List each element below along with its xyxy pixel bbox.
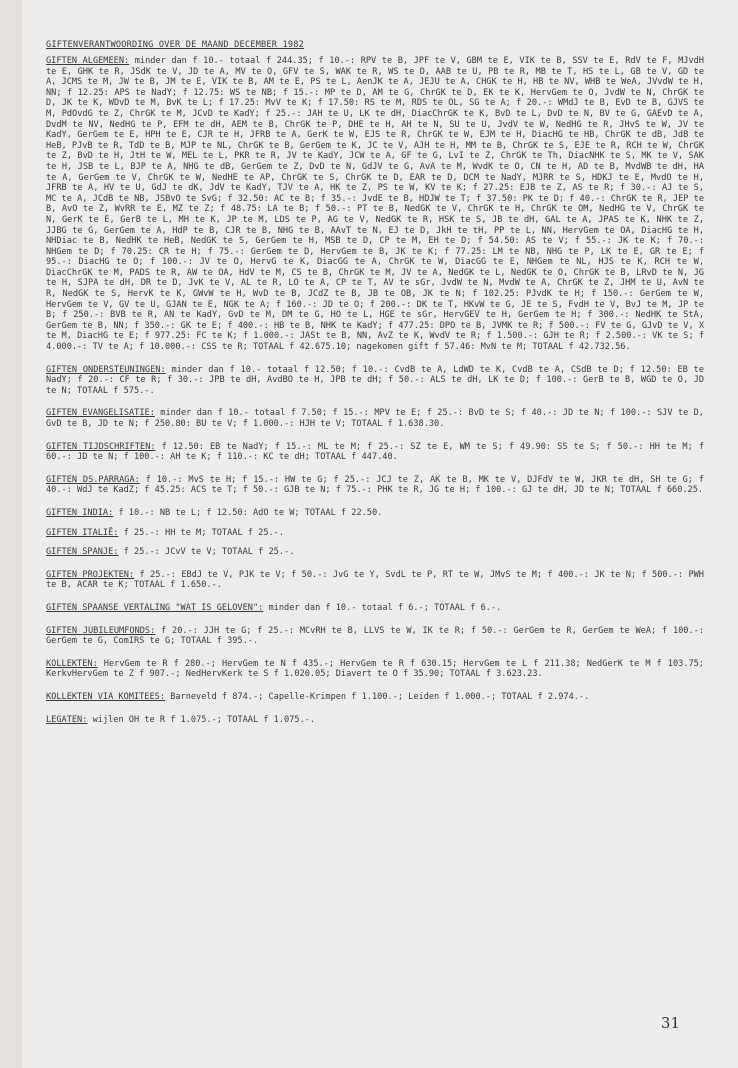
section-heading: GIFTEN ITALIË: (46, 527, 119, 538)
donation-section (46, 570, 704, 591)
section-heading: KOLLEKTEN: (46, 658, 98, 669)
section-heading: GIFTEN DS.PARRAGA: (46, 474, 140, 485)
donation-section (46, 508, 704, 519)
section-body: minder dan f 10.- totaal f 6.-; TOTAAL f 6.-. (268, 602, 502, 613)
donation-section (46, 626, 704, 647)
donation-section (46, 475, 704, 496)
donation-section (46, 408, 704, 429)
section-heading: GIFTEN PROJEKTEN: (46, 569, 135, 580)
section-heading: LEGATEN: (46, 714, 88, 725)
section-body: f 20.-: JJH te G; f 25.-: MCvRH te B, LLVS te W, IK te R; f 50.-: GerGem te R, GerGem te WeA; f 100.-: GerGem te G, ComIRS te G; TOTAAL f 395.-. (46, 625, 704, 647)
section-heading: GIFTEN SPANJE: (46, 547, 119, 558)
donation-section (46, 56, 704, 353)
section-body: minder dan f 10.- totaal f 7.50; f 15.-: MPV te E; f 25.-: BvD te S; f 40.-: JD te N; f 100.-: SJV te D, GvD te B, JD te N; f 250.80: BU te V; f 1.000.-: HJH te V; TOTAAL f 1.638.30. (46, 408, 704, 429)
section-heading: GIFTEN SPAANSE VERTALING "WAT IS GELOVEN": (46, 602, 264, 613)
donation-section (46, 692, 704, 703)
section-body: minder dan f 10.- totaal f 12.50; f 10.-: CvdB te A, LdWD te K, CvdB te A, CSdB te D; f 12.50: EB te NadY; f 20.-: CF te R; f 30.-: JPB te dH, AvdBO te H, JPB te dH; f 50.-: ALS te dH, LK te D; f 100.-: GerB te B, WGD te O, JD te N; TOTAAL f 575.-. (46, 364, 704, 396)
section-heading: GIFTEN JUBILEUMFONDS: (46, 625, 156, 636)
page-number: 31 (660, 1014, 680, 1032)
section-body: HervGem te R f 280.-; HervGem te N f 435.-; HervGem te R f 630.15; HervGem te L f 211.38; NedGerK te M f 103.75; KerkvHervGem te Z f 907.-; NedHervKerk te S f 1.020.05; Diavert te O f 35.90; TOTAAL f 3.623.23. (46, 658, 704, 680)
donation-section (46, 547, 704, 558)
section-body: minder dan f 10.- totaal f 244.35; f 10.-: RPV te B, JPF te V, GBM te E, VIK te B, SSV te E, RdV te F, MJvdH te E, GHK te R, JSdK te V, JD te A, MV te O, GFV te S, WAK te R, WS te D, AAB te U, PB te R, MB te T, HS te L, GB te V, GD te A, JCMS te M, JW te B, JM te E, VIK te B, AM te E, PS te L, AenJK te A, JEJU te A, CHGK te H, HB te NV, WHB te WeA, JVvdW te H, NN; f 12.25: APS te NadY; f 12.75: WS te NB; f 15.-: MP te D, AM te G, ChrGK te D, EK te K, HervGem te O, JvdW te N, ChrGK te D, JK te K, WDvD te M, BvK te L; f 17.25: MvV te K; f 17.50: RS te M, RDS te OL, SG te A; f 20.-: WMdJ te B, EvD te B, GJVS te M, PdOvdG te Z, ChrGK te M, JCvD te KadY; f 25.-: JAH te U, LK te dH, DiacChrGK te K, BvD te L, DvD te N, BV te G, GAEvD te A, DvdM te NV, NedHG te P, EFM te dH, AEM te B, ChrGK te P, DHE te H, AH te N, SU te U, JvdV te W, NedHG te R, JHvS te W, JV te KadY, GerGem te E, HPH te E, CJR te H, JFRB te A, GerK te W, EJS te R, ChrGK te W, EJM te H, DiacHG te HB, ChrGK te dB, JdB te HeB, PJvB te R, TdD te B, MJP te NL, ChrGK te B, GerGem te K, JC te V, AJH te H, MM te B, ChrGK te S, EJE te R, RCH te W, ChrGK te Z, BvD te H, JtH te W, MEL te L, PKR te R, JV te KadY, JCW te A, GF te G, LvI te Z, ChrGK te Th, DiacNHK te S, MK te V, SAK te H, JSB te L, BJP te A, NHG te dB, GerGem te Z, DvD te N, GdJV te G, AvA te M, WvdK te O, CN te H, AD te B, MvdWB te dH, HA te A, GerGem te V, ChrGK te W, NedHE te AP, ChrGK te S, ChrGK te D, EAR te D, DCM te NadY, MJRR te S, HDKJ te E, MvdO te H, JFRB te A, HV te U, GdJ te dK, JdV te KadY, TJV te A, HK te Z, PS te W, KV te K; f 27.25: EJB te Z, AS te R; f 30.-: AJ te S, MC te A, JCdB te NB, JSBvO te SvG; f 32.50: AC te B; f 35.-: JvdE te B, HDJW te T; f 37.50: PK te D; f 40.-: ChrGK te R, JEP te B, AvO te Z, WvRR te E, MZ te Z; f 48.75: LA te B; f 50.-: PT te B, NedGK te V, ChrGK te H, ChrGK te OM, NedHG te V, ChrGK te N, GerK te E, GerB te L, MH te K, JP te M, LDS te P, AG te V, NedGK te R, HSK te S, JB te dH, GAL te A, JPAS te K, NHK te Z, JJBG te G, GerGem te A, HdP te B, CJR te B, NHG te B, AAvT te N, EJ te D, JkH te tH, PP te L, NN, HervGem te OA, DiacHG te H, NHDiac te B, NedHK te HeB, NedGK te S, GerGem te H, MSB te D, CP te M, EH te D; f 54.50: AS te V; f 55.-: JK te K; f 70.-: NHGem te D; f 70.25: CR te H; f 75.-: GerGem te D, HervGem te B, JK te K; f 77.25: LM te NB, NHG te P, LK te E, GR te E; f 95.-: DiacHG te O; f 100.-: JV te O, HervG te K, DiacGG te A, ChrGK te W, DiacGG te E, NHGem te NL, HJS te K, RCH te W, DiacChrGK te M, PADS te R, AW te OA, HdV te M, CS te B, ChrGK te M, JV te A, NedGK te L, NedGK te O, ChrGK te B, LRvD te N, JG te H, SJPA te dH, DR te D, JvK te V, AL te R, LO te A, CP te T, AV te sGr, JvdW te N, MvdW te A, ChrGK te Z, JHM te U, AvN te R, NedGK te S, HervK te K, GWvW te H, WvD te B, JCdZ te B, JB te OB, JK te N; f 102.25: PJvdK te H; f 150.-: GerGem te W, HervGem te V, GV te U, GJAN te E, NGK te A; f 160.-: JD te O; f 200.-: DK te T, HKvW te G, JE te S, FvdH te V, BvJ te M, JP te B; f 250.-: BVB te R, AN te KadY, GvD te M, DM te G, HO te L, HGE te sGr, HervGEV te H, GerGem te H; f 300.-: NedHK te StA, GerGem te B, NN; f 350.-: GK te E; f 400.-: HB te B, NHK te KadY; f 477.25: DPO te B, JVMK te R; f 500.-: FV te G, GJvD te V, X te M, DiacHG te E; f 977.25: FC te K; f 1.000.-: JASt te B, NN, AvZ te K, WvdV te R; f 1.500.-: GJH te R; f 2.500.-: VK te S; f 4.000.-: TV te A; f 10.000.-: CSS te R; TOTAAL f 42.675.10; nagekomen gift f 57.46: MvN te M; TOTAAL f 42.732.56. (46, 56, 704, 353)
donation-section (46, 715, 704, 726)
section-heading: GIFTEN EVANGELISATIE: (46, 408, 155, 419)
section-heading: GIFTEN INDIA: (46, 507, 114, 518)
section-body: f 25.-: HH te M; TOTAAL f 25.-. (123, 527, 285, 538)
donation-section (46, 442, 704, 463)
sections-container (46, 56, 704, 725)
section-heading: KOLLEKTEN VIA KOMITEES: (46, 691, 165, 702)
donation-section (46, 528, 704, 539)
section-heading: GIFTEN ONDERSTEUNINGEN: (46, 364, 166, 375)
section-body: f 10.-: MvS te H; f 15.-: HW te G; f 25.-: JCJ te Z, AK te B, MK te V, DJFdV te W, JKR te dH, SH te G; f 40.-: WdJ te KadZ; f 45.25: ACS te T; f 50.-: GJB te N; f 75.-: PHK te R, JG te H; f 100.-: GJ te dH, JD te N; TOTAAL f 660.25. (46, 474, 704, 496)
section-heading: GIFTEN ALGEMEEN: (46, 56, 130, 66)
donation-section (46, 365, 704, 397)
donation-section (46, 603, 704, 614)
section-heading: GIFTEN TIJDSCHRIFTEN: (46, 441, 156, 452)
section-body: f 25.-: JCvV te V; TOTAAL f 25.-. (123, 547, 295, 558)
section-body: Barneveld f 874.-; Capelle-Krimpen f 1.100.-; Leiden f 1.000.-; TOTAAL f 2.974.-. (170, 691, 590, 702)
section-body: f 12.50: EB te NadY; f 15.-: ML te M; f 25.-: SZ te E, WM te S; f 49.90: SS te S; f 50.-: HH te M; f 60.-: JD te N; f 100.-: AH te K; f 110.-: KC te dH; TOTAAL f 447.40. (46, 441, 704, 463)
document-title: GIFTENVERANTWOORDING OVER DE MAAND DECEMBER 1982 (46, 40, 304, 50)
section-body: f 25.-: EBdJ te V, PJK te V; f 50.-: JvG te Y, SvdL te P, RT te W, JMvS te M; f 400.-: JK te N; f 500.-: PWH te B, ACAR te K; TOTAAL f 1.650.-. (46, 569, 704, 591)
section-body: f 10.-: NB te L; f 12.50: AdO te W; TOTAAL f 22.50. (118, 507, 383, 518)
donation-section (46, 659, 704, 680)
section-body: wijlen OH te R f 1.075.-; TOTAAL f 1.075.-. (92, 714, 316, 725)
binding-gutter (0, 0, 22, 1068)
